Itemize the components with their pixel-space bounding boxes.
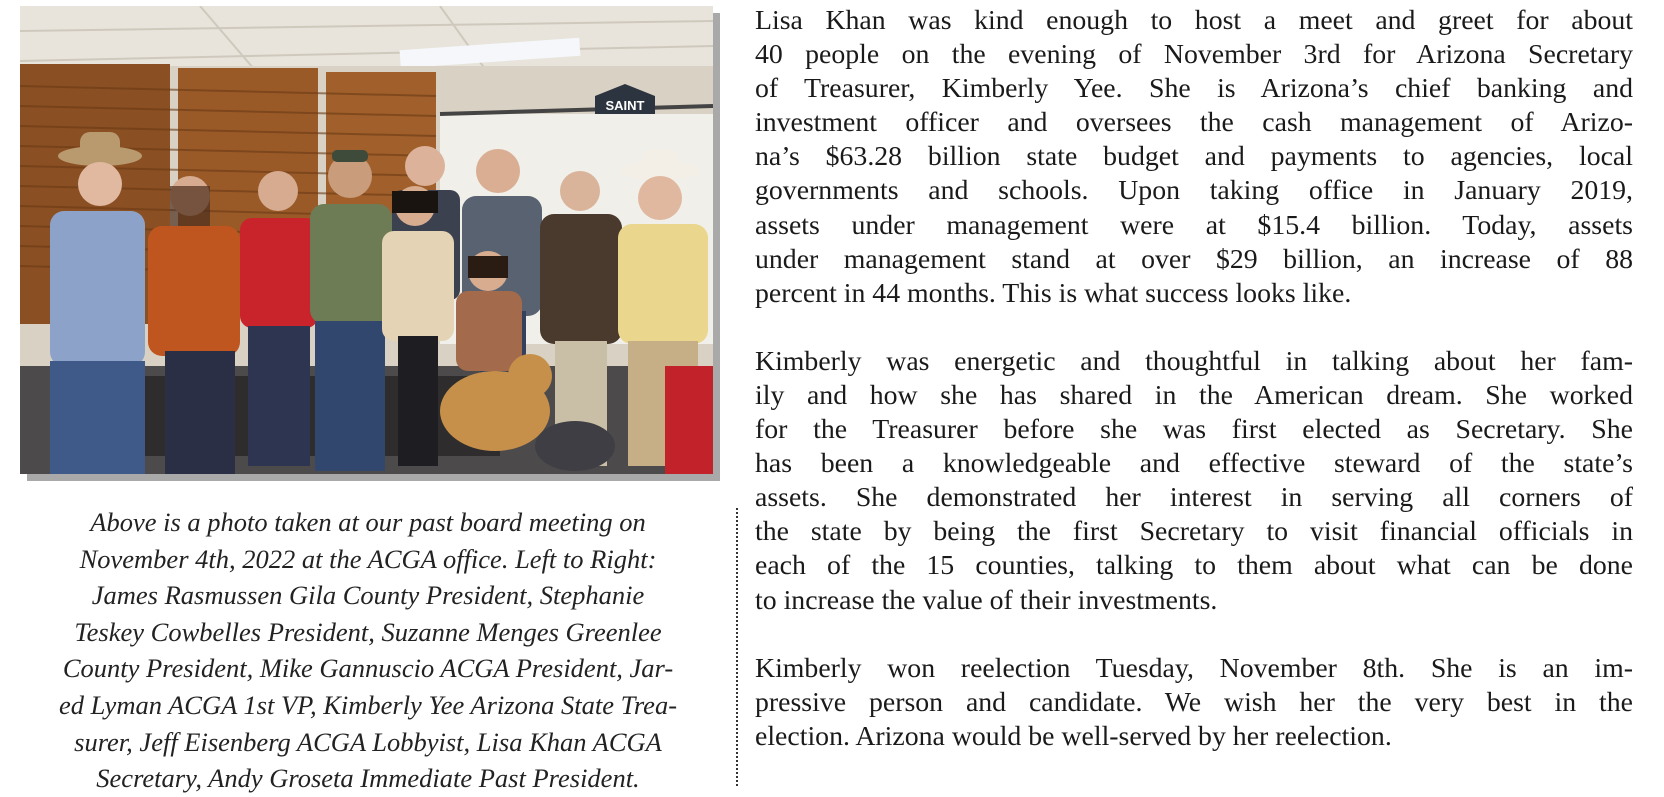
article-line: the state by being the first Secretary to visit financial officials in [755,516,1633,548]
article-line: percent in 44 months. This is what success looks like. [755,277,1352,309]
caption-line: Above is a photo taken at our past board meeting on [90,507,646,537]
article-line: Kimberly was energetic and thoughtful in talking about her fam- [755,345,1633,377]
article-line: governments and schools. Upon taking office in January 2019, [755,175,1633,207]
caption-line: ed Lyman ACGA 1st VP, Kimberly Yee Arizona State Trea- [58,689,678,720]
caption-line: Teskey Cowbelles President, Suzanne Menges Greenlee [74,616,662,647]
article-paragraph [755,652,1633,754]
article-line: under management stand at over $29 billion, an increase of 88 [755,243,1633,275]
caption-line: surer, Jeff Eisenberg ACGA Lobbyist, Lisa Khan ACGA [74,726,662,757]
group-photo [20,6,713,474]
article-paragraph [755,345,1633,618]
article-line: for the Treasurer before she was first elected as Secretary. She [755,414,1633,446]
caption-line: County President, Mike Gannuscio ACGA President, Jar- [62,653,674,684]
article-line: Lisa Khan was kind enough to host a meet and greet for about [755,5,1633,36]
article-line: assets. She demonstrated her interest in serving all corners of [755,482,1633,514]
article-line: each of the 15 counties, talking to them about what can be done [755,550,1633,582]
caption-line: Secretary, Andy Groseta Immediate Past President. [96,763,640,794]
article-paragraph [755,4,1633,311]
article-line: investment officer and oversees the cash management of Arizo- [755,107,1633,139]
column-divider [736,508,738,786]
article-line: Kimberly won reelection Tuesday, November 8th. She is an im- [755,652,1633,684]
group-photo-image [20,6,713,474]
article-line: pressive person and candidate. We wish her the very best in the [755,686,1633,718]
article-body [755,4,1633,788]
photo-caption [8,504,728,797]
caption-line: James Rasmussen Gila County President, Stephanie [91,580,645,611]
article-line: 40 people on the evening of November 3rd for Arizona Secretary [755,39,1633,71]
article-line: of Treasurer, Kimberly Yee. She is Arizona’s chief banking and [755,73,1633,105]
article-line: has been a knowledgeable and effective steward of the state’s [755,448,1633,480]
article-line: election. Arizona would be well-served by her reelection. [755,720,1392,752]
article-line: assets under management were at $15.4 billion. Today, assets [755,209,1633,241]
wall-sign-text: SAINT [605,98,645,113]
article-line: ily and how she has shared in the American dream. She worked [755,379,1633,411]
article-line: to increase the value of their investments. [755,584,1218,616]
caption-line: November 4th, 2022 at the ACGA office. Left to Right: [79,543,657,574]
article-line: na’s $63.28 billion state budget and payments to agencies, local [755,141,1633,173]
